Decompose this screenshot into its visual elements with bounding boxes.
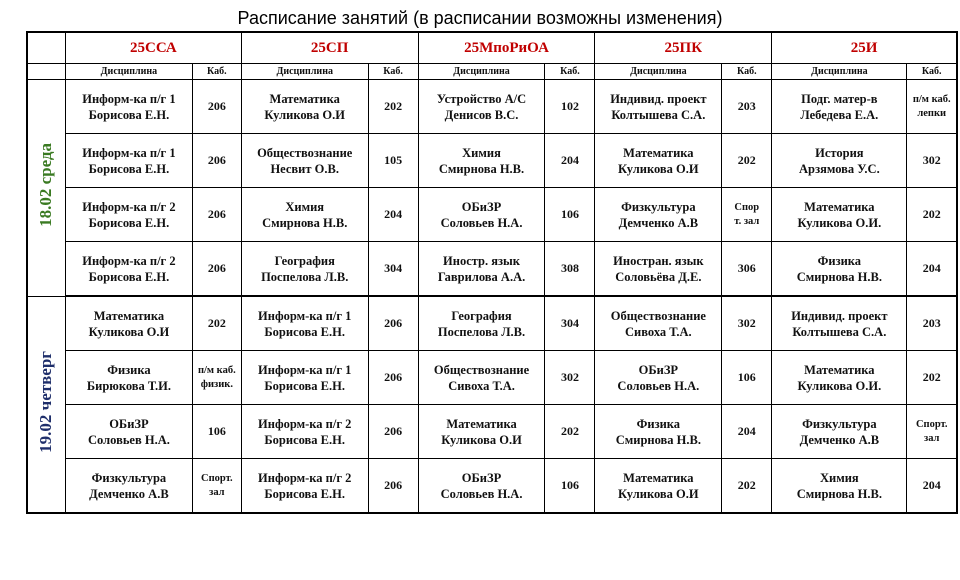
discipline-name: Информ-ка п/г 2 — [82, 253, 176, 268]
teacher-name: Борисова Е.Н. — [264, 432, 345, 447]
discipline-name: Иностран. язык — [613, 253, 704, 268]
room-cell — [368, 242, 418, 297]
teacher-name: Сивоха Т.А. — [625, 324, 692, 339]
discipline-cell — [241, 296, 368, 351]
teacher-name: Гаврилова А.А. — [437, 269, 526, 284]
room-cell — [192, 242, 241, 297]
discipline-cell — [241, 459, 368, 514]
room-text: 302 — [560, 370, 579, 384]
lesson-row — [27, 188, 957, 242]
teacher-name: Соловьев Н.А. — [617, 378, 700, 393]
discipline-header: Дисциплина — [595, 64, 722, 80]
room-text: т. зал — [734, 215, 760, 227]
teacher-name: Денисов В.С. — [444, 107, 519, 122]
room-text: 206 — [207, 99, 226, 113]
teacher-name: Борисова Е.Н. — [264, 486, 345, 501]
discipline-cell — [418, 80, 545, 134]
room-text: 206 — [384, 370, 403, 384]
room-cell — [192, 296, 241, 351]
room-cell — [192, 80, 241, 134]
discipline-cell — [595, 80, 722, 134]
day-label: 19.02 четверг — [36, 350, 56, 453]
discipline-name: Физика — [817, 253, 862, 268]
room-text: 106 — [560, 478, 579, 492]
room-text: 302 — [922, 153, 941, 167]
room-cell — [722, 134, 772, 188]
discipline-name: Обществознание — [257, 145, 353, 160]
room-text: лепки — [917, 107, 947, 119]
room-text: зал — [924, 432, 940, 444]
discipline-cell — [65, 351, 192, 405]
lesson-row — [27, 242, 957, 297]
group-header: 25МпоРиОА — [418, 32, 595, 64]
teacher-name: Смирнова Н.В. — [262, 215, 348, 230]
discipline-name: География — [274, 253, 335, 268]
discipline-cell — [772, 188, 907, 242]
room-cell — [545, 296, 595, 351]
discipline-cell — [595, 188, 722, 242]
discipline-cell — [241, 405, 368, 459]
teacher-name: Соловьев Н.А. — [88, 432, 170, 447]
room-header: Каб. — [368, 64, 418, 80]
discipline-header: Дисциплина — [241, 64, 368, 80]
discipline-name: Химия — [819, 470, 859, 485]
discipline-name: Индивид. проект — [610, 91, 707, 106]
discipline-name: Иностр. язык — [443, 253, 520, 268]
discipline-cell — [65, 188, 192, 242]
room-text: физик. — [200, 378, 233, 390]
discipline-cell — [772, 351, 907, 405]
teacher-name: Борисова Е.Н. — [88, 269, 170, 284]
discipline-cell — [241, 351, 368, 405]
room-cell — [368, 405, 418, 459]
room-text: 202 — [737, 153, 756, 167]
teacher-name: Сивоха Т.А. — [448, 378, 515, 393]
discipline-name: Химия — [285, 199, 325, 214]
discipline-name: ОБиЗР — [461, 199, 502, 214]
discipline-cell — [595, 459, 722, 514]
discipline-cell — [418, 134, 545, 188]
discipline-name: Индивид. проект — [791, 308, 888, 323]
room-cell — [907, 296, 957, 351]
room-text: Спорт. — [201, 472, 233, 484]
discipline-name: Устройство А/С — [436, 91, 527, 106]
room-cell — [368, 188, 418, 242]
room-cell — [907, 80, 957, 134]
teacher-name: Куликова О.И — [618, 161, 699, 176]
room-text: 202 — [922, 207, 941, 221]
teacher-name: Демченко А.В — [89, 486, 169, 501]
teacher-name: Лебедева Е.А. — [800, 107, 879, 122]
group-header: 25ССА — [65, 32, 241, 64]
room-header: Каб. — [192, 64, 241, 80]
discipline-name: Физкультура — [91, 470, 167, 485]
room-cell — [722, 351, 772, 405]
room-cell — [722, 405, 772, 459]
teacher-name: Соловьев Н.А. — [440, 215, 523, 230]
teacher-name: Смирнова Н.В. — [796, 486, 882, 501]
room-text: 304 — [560, 316, 579, 330]
discipline-cell — [418, 459, 545, 514]
room-text: 202 — [737, 478, 756, 492]
room-text: 202 — [384, 99, 403, 113]
discipline-name: Математика — [804, 362, 875, 377]
day-label: 18.02 среда — [36, 143, 56, 228]
room-cell — [368, 80, 418, 134]
discipline-cell — [772, 296, 907, 351]
discipline-name: Математика — [93, 308, 165, 323]
room-text: 206 — [207, 261, 226, 275]
room-text: 304 — [384, 261, 403, 275]
discipline-cell — [65, 296, 192, 351]
discipline-name: Математика — [623, 145, 694, 160]
room-text: 204 — [922, 478, 941, 492]
discipline-cell — [241, 80, 368, 134]
lesson-row — [27, 80, 957, 134]
room-text: 106 — [737, 370, 756, 384]
room-text: 102 — [560, 99, 579, 113]
discipline-header: Дисциплина — [418, 64, 545, 80]
teacher-name: Смирнова Н.В. — [796, 269, 882, 284]
teacher-name: Соловьёва Д.Е. — [615, 269, 702, 284]
teacher-name: Смирнова Н.В. — [438, 161, 525, 176]
room-cell — [192, 405, 241, 459]
teacher-name: Куликова О.И — [264, 107, 345, 122]
discipline-name: Информ-ка п/г 1 — [82, 91, 176, 106]
room-cell — [545, 134, 595, 188]
discipline-cell — [65, 134, 192, 188]
discipline-name: Подг. матер-в — [801, 91, 878, 106]
group-header-row — [27, 32, 957, 64]
discipline-name: Физкультура — [621, 199, 696, 214]
discipline-cell — [65, 242, 192, 297]
lesson-row — [27, 134, 957, 188]
discipline-name: История — [815, 145, 864, 160]
room-text: зал — [209, 486, 225, 498]
schedule-body — [27, 80, 957, 514]
room-cell — [368, 134, 418, 188]
discipline-name: Физика — [636, 416, 681, 431]
discipline-cell — [418, 405, 545, 459]
schedule-table — [26, 31, 958, 514]
discipline-name: ОБиЗР — [461, 470, 502, 485]
room-text: 306 — [737, 261, 756, 275]
room-cell — [192, 188, 241, 242]
room-cell — [192, 134, 241, 188]
corner-cell — [27, 64, 65, 80]
teacher-name: Куликова О.И — [618, 486, 699, 501]
room-text: 202 — [207, 316, 226, 330]
discipline-cell — [241, 134, 368, 188]
room-cell — [907, 405, 957, 459]
room-cell — [907, 459, 957, 514]
room-cell — [907, 242, 957, 297]
discipline-cell — [595, 242, 722, 297]
discipline-name: Информ-ка п/г 2 — [258, 470, 352, 485]
room-text: Спор — [734, 201, 760, 213]
room-text: 204 — [384, 207, 403, 221]
room-cell — [722, 242, 772, 297]
teacher-name: Борисова Е.Н. — [88, 161, 170, 176]
discipline-cell — [65, 80, 192, 134]
lesson-row — [27, 296, 957, 351]
room-text: 206 — [384, 478, 403, 492]
room-cell — [368, 459, 418, 514]
discipline-name: Физкультура — [802, 416, 877, 431]
teacher-name: Борисова Е.Н. — [88, 107, 170, 122]
discipline-header: Дисциплина — [65, 64, 192, 80]
room-text: п/м каб. — [912, 93, 951, 105]
discipline-cell — [772, 134, 907, 188]
room-cell — [192, 351, 241, 405]
page-title: Расписание занятий (в расписании возможны изменения) — [237, 8, 723, 28]
discipline-name: ОБиЗР — [638, 362, 679, 377]
teacher-name: Куликова О.И — [441, 432, 522, 447]
teacher-name: Несвит О.В. — [270, 161, 339, 176]
room-text: 308 — [560, 261, 579, 275]
discipline-cell — [772, 80, 907, 134]
discipline-name: Информ-ка п/г 1 — [258, 308, 352, 323]
room-text: 204 — [560, 153, 579, 167]
group-header: 25И — [772, 32, 957, 64]
teacher-name: Борисова Е.Н. — [264, 324, 345, 339]
discipline-cell — [241, 188, 368, 242]
discipline-name: Информ-ка п/г 1 — [258, 362, 352, 377]
discipline-name: Обществознание — [610, 308, 706, 323]
discipline-cell — [418, 188, 545, 242]
teacher-name: Куликова О.И — [88, 324, 170, 339]
discipline-cell — [595, 134, 722, 188]
room-header: Каб. — [907, 64, 957, 80]
room-cell — [368, 296, 418, 351]
column-subheader-row — [27, 64, 957, 80]
discipline-name: Математика — [269, 91, 340, 106]
teacher-name: Арзямова У.С. — [798, 161, 880, 176]
discipline-name: Информ-ка п/г 2 — [82, 199, 176, 214]
room-cell — [192, 459, 241, 514]
discipline-name: ОБиЗР — [109, 416, 149, 431]
group-header: 25ПК — [595, 32, 772, 64]
day-label-cell — [27, 296, 65, 513]
room-cell — [545, 405, 595, 459]
room-cell — [545, 459, 595, 514]
room-header: Каб. — [545, 64, 595, 80]
teacher-name: Колтышева С.А. — [792, 324, 887, 339]
discipline-name: Обществознание — [433, 362, 530, 377]
discipline-name: Математика — [623, 470, 694, 485]
room-cell — [545, 242, 595, 297]
discipline-name: Информ-ка п/г 1 — [82, 145, 176, 160]
discipline-cell — [418, 296, 545, 351]
room-text: 106 — [207, 424, 226, 438]
teacher-name: Борисова Е.Н. — [88, 215, 170, 230]
discipline-name: География — [451, 308, 512, 323]
lesson-row — [27, 459, 957, 514]
teacher-name: Смирнова Н.В. — [615, 432, 701, 447]
group-header: 25СП — [241, 32, 418, 64]
room-text: 204 — [922, 261, 941, 275]
teacher-name: Бирюкова Т.И. — [86, 378, 171, 393]
discipline-header: Дисциплина — [772, 64, 907, 80]
room-cell — [368, 351, 418, 405]
room-text: 203 — [922, 316, 941, 330]
lesson-row — [27, 405, 957, 459]
discipline-name: Информ-ка п/г 2 — [258, 416, 352, 431]
room-text: 206 — [207, 153, 226, 167]
lesson-row — [27, 351, 957, 405]
room-text: 204 — [737, 424, 756, 438]
discipline-cell — [241, 242, 368, 297]
room-cell — [722, 296, 772, 351]
discipline-name: Химия — [462, 145, 501, 160]
teacher-name: Поспелова Л.В. — [437, 324, 526, 339]
discipline-cell — [772, 405, 907, 459]
discipline-cell — [595, 296, 722, 351]
discipline-name: Математика — [446, 416, 517, 431]
room-text: 302 — [737, 316, 756, 330]
discipline-cell — [772, 242, 907, 297]
room-text: 105 — [384, 153, 403, 167]
teacher-name: Соловьев Н.А. — [440, 486, 523, 501]
room-cell — [907, 134, 957, 188]
discipline-cell — [418, 242, 545, 297]
room-text: 206 — [207, 207, 226, 221]
discipline-cell — [65, 459, 192, 514]
teacher-name: Демченко А.В — [799, 432, 880, 447]
teacher-name: Колтышева С.А. — [611, 107, 706, 122]
discipline-cell — [595, 351, 722, 405]
discipline-cell — [595, 405, 722, 459]
room-cell — [545, 188, 595, 242]
teacher-name: Демченко А.В — [618, 215, 699, 230]
room-text: Спорт. — [915, 418, 948, 430]
room-header: Каб. — [722, 64, 772, 80]
room-text: 206 — [384, 424, 403, 438]
room-text: п/м каб. — [197, 364, 236, 376]
day-label-cell — [27, 80, 65, 297]
room-cell — [722, 459, 772, 514]
discipline-name: Математика — [804, 199, 875, 214]
teacher-name: Куликова О.И. — [797, 378, 882, 393]
room-cell — [545, 80, 595, 134]
teacher-name: Куликова О.И. — [797, 215, 882, 230]
room-cell — [907, 351, 957, 405]
room-text: 206 — [384, 316, 403, 330]
room-text: 202 — [560, 424, 579, 438]
discipline-cell — [65, 405, 192, 459]
room-cell — [722, 80, 772, 134]
discipline-cell — [418, 351, 545, 405]
discipline-name: Физика — [107, 362, 151, 377]
teacher-name: Борисова Е.Н. — [264, 378, 345, 393]
room-cell — [545, 351, 595, 405]
room-text: 106 — [560, 207, 579, 221]
corner-cell — [27, 32, 65, 64]
room-text: 203 — [737, 99, 756, 113]
room-cell — [907, 188, 957, 242]
room-cell — [722, 188, 772, 242]
room-text: 202 — [922, 370, 941, 384]
discipline-cell — [772, 459, 907, 514]
teacher-name: Поспелова Л.В. — [261, 269, 349, 284]
